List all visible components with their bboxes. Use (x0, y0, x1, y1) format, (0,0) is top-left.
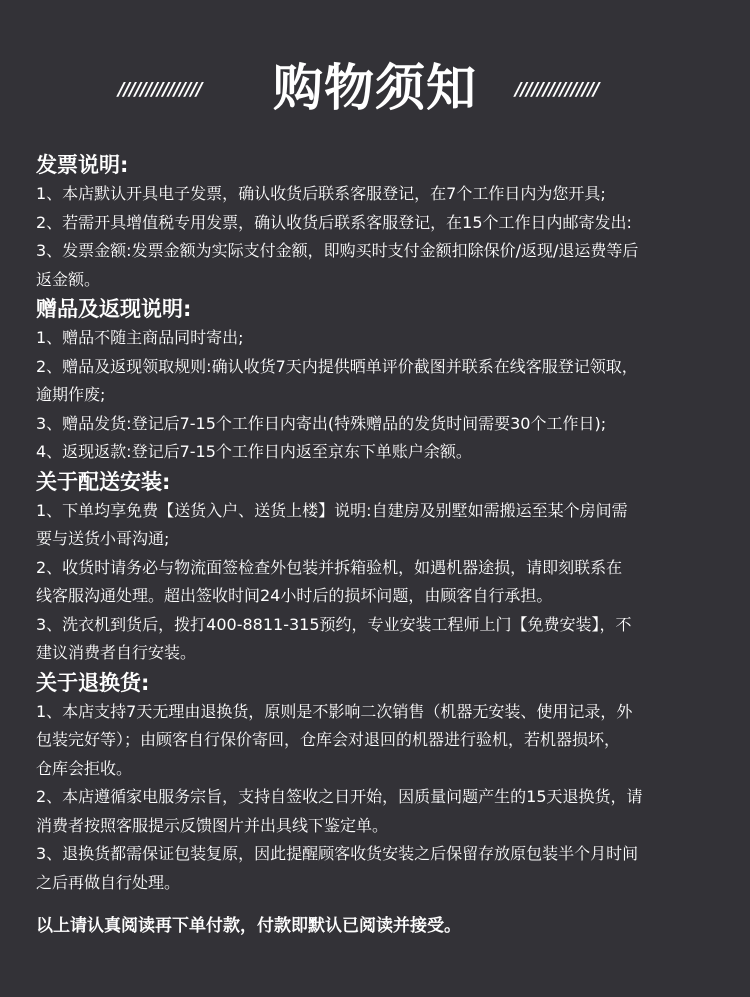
left-slash-decoration: /////////////// (118, 79, 202, 100)
section-title: 发票说明: (36, 153, 129, 177)
section-title: 关于退换货: (36, 670, 150, 695)
section-line: 1、本店默认开具电子发票，确认收货后联系客服登记，在7个工作日内为您开具; (36, 184, 606, 203)
section-line: 2、若需开具增值税专用发票，确认收货后联系客服登记，在15个工作日内邮寄发出: (36, 212, 632, 232)
section-line: 1、赠品不随主商品同时寄出; (36, 328, 244, 347)
section-line: 2、收货时请务必与物流面签检查外包装并拆箱验机，如遇机器途损，请即刻联系在 (36, 557, 623, 577)
notice-content (36, 150, 726, 941)
section-gifts-cashback (36, 294, 726, 467)
section-line: 要与送货小哥沟通; (36, 529, 170, 548)
page-title: 购物须知 (273, 59, 477, 117)
section-title: 关于配送安装: (36, 469, 171, 494)
header (0, 58, 750, 118)
section-line: 逾期作废; (36, 385, 106, 404)
section-line: 4、返现返款:登记后7-15个工作日内返至京东下单账户余额。 (36, 442, 472, 461)
footer-note: 以上请认真阅读再下单付款，付款即默认已阅读并接受。 (36, 916, 461, 936)
section-line: 建议消费者自行安装。 (36, 643, 197, 662)
section-line: 返金额。 (36, 269, 101, 289)
section-line: 3、赠品发货:登记后7-15个工作日内寄出(特殊赠品的发货时间需要30个工作日); (36, 413, 607, 433)
section-delivery-installation (36, 467, 726, 668)
section-invoice (36, 150, 726, 294)
section-returns-exchanges (36, 668, 726, 898)
section-line: 3、发票金额:发票金额为实际支付金额，即购买时支付金额扣除保价/返现/退运费等后 (36, 241, 639, 260)
right-slash-decoration: /////////////// (515, 79, 599, 100)
section-line: 之后再做自行处理。 (36, 872, 181, 892)
section-line: 线客服沟通处理。超出签收时间24小时后的损坏问题，由顾客自行承担。 (36, 586, 553, 605)
section-title: 赠品及返现说明: (36, 297, 192, 321)
section-line: 1、本店支持7天无理由退换货，原则是不影响二次销售（机器无安装、使用记录，外 (36, 701, 633, 721)
section-line: 消费者按照客服提示反馈图片并出具线下鉴定单。 (36, 815, 389, 835)
section-line: 3、洗衣机到货后，拨打400-8811-315预约，专业安装工程师上门【免费安装】，不 (36, 614, 632, 634)
section-line: 仓库会拒收。 (36, 758, 133, 778)
section-line: 2、赠品及返现领取规则:确认收货7天内提供晒单评价截图并联系在线客服登记领取， (36, 356, 638, 376)
section-line: 包装完好等）；由顾客自行保价寄回，仓库会对退回的机器进行验机，若机器损坏， (36, 730, 621, 749)
section-line: 3、退换货都需保证包装复原，因此提醒顾客收货安装之后保留存放原包装半个月时间 (36, 844, 639, 863)
section-line: 2、本店遵循家电服务宗旨，支持自签收之日开始，因质量问题产生的15天退换货，请 (36, 787, 643, 806)
section-line: 1、下单均享免费【送货入户、送货上楼】说明:自建房及别墅如需搬运至某个房间需 (36, 500, 628, 520)
